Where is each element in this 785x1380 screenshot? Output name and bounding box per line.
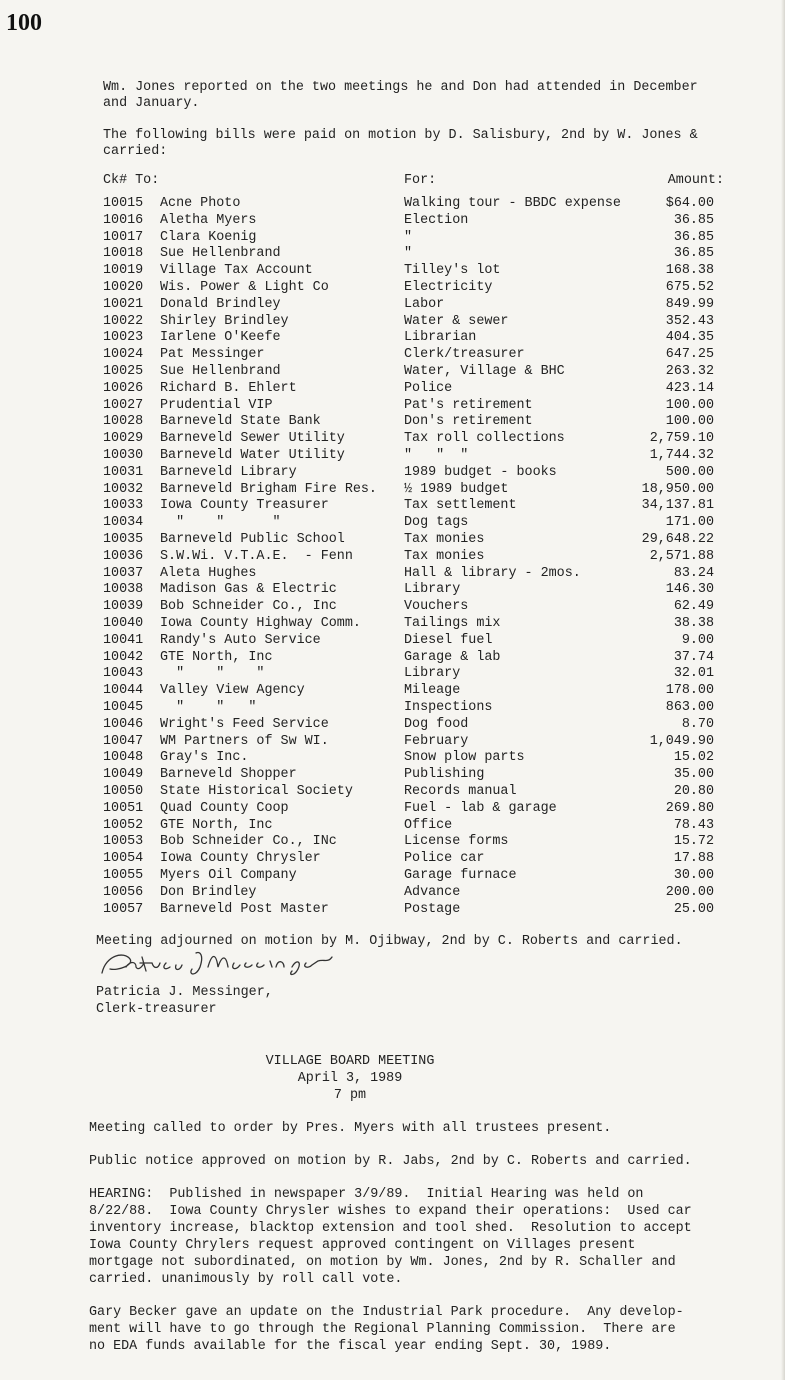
- amount: 263.32: [665, 364, 714, 379]
- amount: 36.85: [673, 246, 714, 262]
- signer-title: Clerk-treasurer: [96, 1002, 217, 1017]
- check-number: 10022: [103, 313, 144, 329]
- table-row: [0, 230, 785, 247]
- purpose: Vouchers: [404, 599, 469, 615]
- payee: Barneveld State Bank: [160, 414, 321, 430]
- amount: 2,759.10: [649, 431, 714, 447]
- payee: Richard B. Ehlert: [160, 380, 297, 396]
- table-row: [0, 196, 785, 213]
- payee: Sue Hellenbrand: [160, 246, 281, 262]
- purpose: ": [404, 246, 413, 262]
- purpose: Police: [404, 380, 453, 396]
- check-number: 10030: [103, 448, 144, 463]
- amount: 1,049.90: [649, 733, 714, 749]
- payee: Aletha Myers: [160, 212, 257, 228]
- purpose: Publishing: [404, 767, 485, 783]
- payee: Village Tax Account: [160, 263, 313, 279]
- purpose: Fuel - lab & garage: [404, 800, 557, 816]
- purpose: Election: [404, 212, 469, 228]
- table-header: [0, 173, 785, 190]
- amount: 18,950.00: [641, 481, 714, 497]
- check-number: 10018: [103, 246, 144, 262]
- check-number: 10045: [103, 700, 144, 715]
- amount: 269.80: [665, 800, 714, 816]
- amount: 200.00: [665, 884, 714, 900]
- table-row: [0, 834, 785, 851]
- amount: 863.00: [665, 700, 714, 715]
- check-number: 10031: [103, 464, 144, 480]
- table-row: [0, 498, 785, 515]
- public-notice: Public notice approved on motion by R. Jabs, 2nd by C. Roberts and carried.: [89, 1154, 692, 1169]
- check-number: 10054: [103, 851, 144, 867]
- amount: 29,648.22: [641, 532, 714, 547]
- amount: 178.00: [665, 683, 714, 699]
- check-number: 10055: [103, 868, 144, 883]
- check-number: 10044: [103, 683, 144, 699]
- payee: Barneveld Library: [160, 464, 297, 480]
- amount: 849.99: [665, 296, 714, 312]
- meeting-time: 7 pm: [333, 1088, 367, 1103]
- purpose: Tailings mix: [404, 616, 501, 631]
- check-number: 10017: [103, 229, 144, 245]
- amount: 352.43: [665, 313, 714, 329]
- check-number: 10057: [103, 901, 144, 917]
- amount: 2,571.88: [649, 548, 714, 564]
- amount: 36.85: [673, 229, 714, 245]
- table-row: [0, 851, 785, 868]
- payee: Quad County Coop: [160, 800, 289, 816]
- table-row: [0, 246, 785, 263]
- table-row: [0, 381, 785, 398]
- purpose: License forms: [404, 834, 509, 850]
- purpose: Library: [404, 582, 461, 598]
- purpose: Clerk/treasurer: [404, 347, 525, 363]
- table-row: [0, 465, 785, 482]
- header-amount: Amount:: [667, 173, 724, 188]
- payee: Barneveld Sewer Utility: [160, 431, 345, 447]
- purpose: Tilley's lot: [404, 263, 501, 279]
- table-row: [0, 297, 785, 314]
- amount: 1,744.32: [649, 448, 714, 463]
- check-number: 10039: [103, 599, 144, 615]
- table-row: [0, 902, 785, 919]
- table-row: [0, 566, 785, 583]
- table-row: [0, 414, 785, 431]
- table-row: [0, 599, 785, 616]
- purpose: Tax roll collections: [404, 431, 565, 447]
- purpose: Inspections: [404, 700, 493, 715]
- payee: Don Brindley: [160, 884, 257, 900]
- purpose: Mileage: [404, 683, 461, 699]
- payee: Barneveld Post Master: [160, 901, 329, 917]
- check-number: 10023: [103, 330, 144, 346]
- check-number: 10015: [103, 196, 144, 211]
- table-row: [0, 330, 785, 347]
- amount: 647.25: [665, 347, 714, 363]
- amount: 8.70: [681, 716, 714, 732]
- check-number: 10019: [103, 263, 144, 279]
- amount: $64.00: [665, 196, 714, 211]
- check-number: 10021: [103, 296, 144, 312]
- table-row: [0, 431, 785, 448]
- table-row: [0, 633, 785, 650]
- table-row: [0, 666, 785, 683]
- amount: 36.85: [673, 212, 714, 228]
- amount: 34,137.81: [641, 498, 714, 514]
- amount: 9.00: [681, 632, 714, 648]
- amount: 38.38: [673, 616, 714, 631]
- adjourn-line: Meeting adjourned on motion by M. Ojibway, 2nd by C. Roberts and carried.: [96, 934, 683, 949]
- check-number: 10016: [103, 212, 144, 228]
- payee: Barneveld Brigham Fire Res.: [160, 481, 377, 497]
- purpose: Pat's retirement: [404, 397, 533, 413]
- purpose: Walking tour - BBDC expense: [404, 196, 621, 211]
- header-ck-to: Ck# To:: [103, 173, 160, 188]
- payee: Donald Brindley: [160, 296, 281, 312]
- amount: 17.88: [673, 851, 714, 867]
- table-row: [0, 700, 785, 717]
- amount: 168.38: [665, 263, 714, 279]
- payee: Madison Gas & Electric: [160, 582, 337, 598]
- purpose: Electricity: [404, 280, 493, 295]
- amount: 100.00: [665, 414, 714, 430]
- check-number: 10029: [103, 431, 144, 447]
- page-number: 100: [6, 10, 42, 36]
- becker-line-1: Gary Becker gave an update on the Industrial Park procedure. Any develop-: [89, 1305, 684, 1320]
- check-number: 10033: [103, 498, 144, 514]
- amount: 100.00: [665, 397, 714, 413]
- check-number: 10041: [103, 632, 144, 648]
- payee: Iowa County Chrysler: [160, 851, 321, 867]
- payee: Valley View Agency: [160, 683, 305, 699]
- check-number: 10050: [103, 784, 144, 799]
- meeting-title: VILLAGE BOARD MEETING: [265, 1054, 435, 1069]
- check-number: 10042: [103, 649, 144, 665]
- check-number: 10032: [103, 481, 144, 497]
- purpose: Snow plow parts: [404, 750, 525, 766]
- amount: 15.02: [673, 750, 714, 766]
- payee: Aleta Hughes: [160, 565, 257, 581]
- purpose: 1989 budget - books: [404, 464, 557, 480]
- check-number: 10025: [103, 364, 144, 379]
- payee: Pat Messinger: [160, 347, 265, 363]
- purpose: ": [404, 229, 413, 245]
- hearing-line-4: Iowa County Chrylers request approved contingent on Villages present: [89, 1238, 636, 1253]
- signer-name: Patricia J. Messinger,: [96, 985, 273, 1000]
- check-number: 10028: [103, 414, 144, 430]
- amount: 25.00: [673, 901, 714, 917]
- purpose: Tax settlement: [404, 498, 517, 514]
- table-row: [0, 398, 785, 415]
- table-row: [0, 784, 785, 801]
- table-row: [0, 532, 785, 549]
- payee: Wright's Feed Service: [160, 716, 329, 732]
- amount: 35.00: [673, 767, 714, 783]
- purpose: Labor: [404, 296, 445, 312]
- table-row: [0, 801, 785, 818]
- check-number: 10036: [103, 548, 144, 564]
- hearing-line-3: inventory increase, blacktop extension and tool shed. Resolution to accept: [89, 1221, 692, 1236]
- purpose: Garage furnace: [404, 868, 517, 883]
- check-number: 10053: [103, 834, 144, 850]
- payee: Clara Koenig: [160, 229, 257, 245]
- amount: 20.80: [673, 784, 714, 799]
- payee: State Historical Society: [160, 784, 353, 799]
- table-row: [0, 750, 785, 767]
- purpose: Records manual: [404, 784, 517, 799]
- table-row: [0, 314, 785, 331]
- table-row: [0, 582, 785, 599]
- table-row: [0, 549, 785, 566]
- payee: Shirley Brindley: [160, 313, 289, 329]
- purpose: Diesel fuel: [404, 632, 493, 648]
- payee: GTE North, Inc: [160, 817, 273, 833]
- table-row: [0, 280, 785, 297]
- purpose: Hall & library - 2mos.: [404, 565, 581, 581]
- amount: 675.52: [665, 280, 714, 295]
- payee: GTE North, Inc: [160, 649, 273, 665]
- table-row: [0, 515, 785, 532]
- table-row: [0, 263, 785, 280]
- payee: S.W.Wi. V.T.A.E. - Fenn: [160, 548, 353, 564]
- signature-image: [96, 945, 366, 985]
- header-for: For:: [404, 173, 437, 188]
- check-number: 10049: [103, 767, 144, 783]
- bills-line-1: The following bills were paid on motion by D. Salisbury, 2nd by W. Jones &: [103, 128, 698, 143]
- check-number: 10056: [103, 884, 144, 900]
- purpose: Police car: [404, 851, 485, 867]
- table-row: [0, 683, 785, 700]
- payee: Iowa County Highway Comm.: [160, 616, 361, 631]
- table-row: [0, 650, 785, 667]
- purpose: February: [404, 733, 469, 749]
- table-row: [0, 213, 785, 230]
- payee: WM Partners of Sw WI.: [160, 733, 329, 749]
- table-row: [0, 868, 785, 885]
- payee: " " ": [160, 666, 265, 682]
- purpose: " " ": [404, 448, 469, 463]
- table-row: [0, 364, 785, 381]
- check-number: 10051: [103, 800, 144, 816]
- purpose: Advance: [404, 884, 461, 900]
- amount: 78.43: [673, 817, 714, 833]
- payee: Barneveld Shopper: [160, 767, 297, 783]
- payee: Barneveld Water Utility: [160, 448, 345, 463]
- table-row: [0, 885, 785, 902]
- intro-line-1: Wm. Jones reported on the two meetings he and Don had attended in December: [103, 80, 698, 95]
- check-number: 10052: [103, 817, 144, 833]
- hearing-line-1: HEARING: Published in newspaper 3/9/89. Initial Hearing was held on: [89, 1187, 644, 1202]
- table-row: [0, 767, 785, 784]
- purpose: ½ 1989 budget: [404, 481, 509, 497]
- table-row: [0, 448, 785, 465]
- payee: Wis. Power & Light Co: [160, 280, 329, 295]
- check-number: 10046: [103, 716, 144, 732]
- purpose: Tax monies: [404, 532, 485, 547]
- check-number: 10020: [103, 280, 144, 295]
- table-row: [0, 717, 785, 734]
- payee: Bob Schneider Co., INc: [160, 834, 337, 850]
- payee: Myers Oil Company: [160, 868, 297, 883]
- purpose: Library: [404, 666, 461, 682]
- meeting-date: April 3, 1989: [297, 1071, 403, 1086]
- purpose: Dog food: [404, 716, 469, 732]
- amount: 15.72: [673, 834, 714, 850]
- check-number: 10040: [103, 616, 144, 631]
- check-number: 10026: [103, 380, 144, 396]
- payee: Iowa County Treasurer: [160, 498, 329, 514]
- amount: 146.30: [665, 582, 714, 598]
- table-row: [0, 347, 785, 364]
- table-row: [0, 734, 785, 751]
- purpose: Dog tags: [404, 515, 469, 531]
- check-number: 10038: [103, 582, 144, 598]
- payee: Bob Schneider Co., Inc: [160, 599, 337, 615]
- amount: 30.00: [673, 868, 714, 883]
- payee: Prudential VIP: [160, 397, 273, 413]
- payee: Barneveld Public School: [160, 532, 345, 547]
- payee: Iarlene O'Keefe: [160, 330, 281, 346]
- purpose: Garage & lab: [404, 649, 501, 665]
- purpose: Water & sewer: [404, 313, 509, 329]
- purpose: Tax monies: [404, 548, 485, 564]
- check-number: 10043: [103, 666, 144, 682]
- payee: Acne Photo: [160, 196, 241, 211]
- payee: Sue Hellenbrand: [160, 364, 281, 379]
- payee: " " ": [160, 515, 281, 531]
- amount: 423.14: [665, 380, 714, 396]
- purpose: Postage: [404, 901, 461, 917]
- check-number: 10035: [103, 532, 144, 547]
- purpose: Don's retirement: [404, 414, 533, 430]
- hearing-line-6: carried. unanimously by roll call vote.: [89, 1272, 403, 1287]
- amount: 404.35: [665, 330, 714, 346]
- becker-line-3: no EDA funds available for the fiscal year ending Sept. 30, 1989.: [89, 1339, 612, 1354]
- amount: 83.24: [673, 565, 714, 581]
- purpose: Librarian: [404, 330, 477, 346]
- amount: 62.49: [673, 599, 714, 615]
- becker-line-2: ment will have to go through the Regional Planning Commission. There are: [89, 1322, 676, 1337]
- check-number: 10037: [103, 565, 144, 581]
- intro-line-2: and January.: [103, 96, 200, 111]
- amount: 32.01: [673, 666, 714, 682]
- table-row: [0, 482, 785, 499]
- amount: 37.74: [673, 649, 714, 665]
- payee: Randy's Auto Service: [160, 632, 321, 648]
- bills-line-2: carried:: [103, 144, 168, 159]
- purpose: Water, Village & BHC: [404, 364, 565, 379]
- check-number: 10048: [103, 750, 144, 766]
- called-to-order: Meeting called to order by Pres. Myers with all trustees present.: [89, 1121, 612, 1136]
- amount: 500.00: [665, 464, 714, 480]
- payee: " " ": [160, 700, 257, 715]
- payee: Gray's Inc.: [160, 750, 249, 766]
- check-number: 10034: [103, 515, 144, 531]
- purpose: Office: [404, 817, 453, 833]
- check-number: 10027: [103, 397, 144, 413]
- amount: 171.00: [665, 515, 714, 531]
- hearing-line-2: 8/22/88. Iowa County Chrysler wishes to expand their operations: Used car: [89, 1204, 692, 1219]
- check-number: 10024: [103, 347, 144, 363]
- hearing-line-5: mortgage not subordinated, on motion by Wm. Jones, 2nd by R. Schaller and: [89, 1255, 676, 1270]
- table-row: [0, 818, 785, 835]
- table-row: [0, 616, 785, 633]
- check-number: 10047: [103, 733, 144, 749]
